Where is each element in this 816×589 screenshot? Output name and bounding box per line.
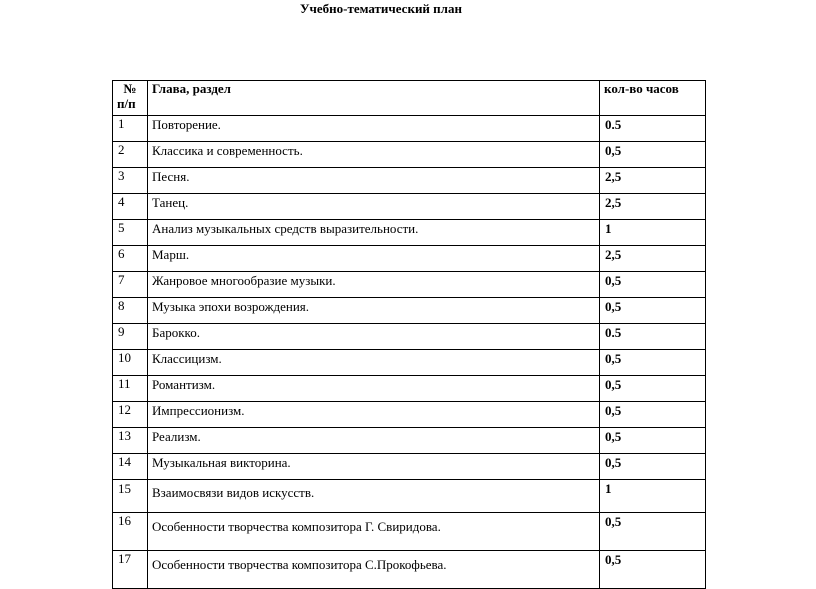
table-row [113,480,706,513]
row-title: Барокко. [148,324,600,350]
row-title: Особенности творчества композитора С.Прокофьева. [148,551,600,589]
row-title: Песня. [148,168,600,194]
column-header-hours: кол-во часов [600,81,706,116]
row-number: 9 [113,324,148,350]
row-number: 11 [113,376,148,402]
row-hours: 0.5 [600,324,706,350]
row-hours: 0,5 [600,402,706,428]
table-row [113,220,706,246]
table-row [113,324,706,350]
row-number: 14 [113,454,148,480]
row-hours: 0,5 [600,376,706,402]
row-hours: 1 [600,220,706,246]
curriculum-table [112,80,706,589]
row-number: 6 [113,246,148,272]
table-row [113,454,706,480]
row-number: 12 [113,402,148,428]
row-number: 7 [113,272,148,298]
table-row [113,246,706,272]
row-hours: 2,5 [600,246,706,272]
row-title: Анализ музыкальных средств выразительности. [148,220,600,246]
row-number: 8 [113,298,148,324]
row-hours: 0,5 [600,350,706,376]
row-number: 5 [113,220,148,246]
row-number: 13 [113,428,148,454]
column-header-number [113,81,148,116]
row-title: Музыкальная викторина. [148,454,600,480]
row-number: 4 [113,194,148,220]
column-header-number-line1: № [123,81,137,96]
row-hours: 0,5 [600,454,706,480]
row-number: 3 [113,168,148,194]
table-body [113,116,706,589]
row-number: 10 [113,350,148,376]
table-row [113,428,706,454]
row-hours: 0,5 [600,513,706,551]
page-title: Учебно-тематический план [300,1,462,16]
row-number: 1 [113,116,148,142]
column-header-number-line2: п/п [117,96,136,111]
row-number: 17 [113,551,148,589]
row-title: Танец. [148,194,600,220]
table-row [113,116,706,142]
row-title: Жанровое многообразие музыки. [148,272,600,298]
row-title: Импрессионизм. [148,402,600,428]
table-row [113,551,706,589]
row-title: Музыка эпохи возрождения. [148,298,600,324]
row-hours: 0.5 [600,116,706,142]
table-row [113,168,706,194]
row-hours: 2,5 [600,168,706,194]
row-title: Романтизм. [148,376,600,402]
row-hours: 0,5 [600,551,706,589]
row-title: Классицизм. [148,350,600,376]
table-row [113,402,706,428]
row-hours: 2,5 [600,194,706,220]
row-title: Классика и современность. [148,142,600,168]
row-hours: 0,5 [600,298,706,324]
row-hours: 0,5 [600,428,706,454]
row-title: Повторение. [148,116,600,142]
table-row [113,513,706,551]
table-row [113,194,706,220]
table-row [113,272,706,298]
table-row [113,298,706,324]
row-hours: 0,5 [600,272,706,298]
row-hours: 0,5 [600,142,706,168]
table-row [113,376,706,402]
row-title: Марш. [148,246,600,272]
row-number: 16 [113,513,148,551]
row-title: Особенности творчества композитора Г. Свиридова. [148,513,600,551]
row-title: Взаимосвязи видов искусств. [148,480,600,513]
row-hours: 1 [600,480,706,513]
table-row [113,142,706,168]
column-header-title: Глава, раздел [148,81,600,116]
row-number: 15 [113,480,148,513]
table-header-row [113,81,706,116]
table-row [113,350,706,376]
row-title: Реализм. [148,428,600,454]
row-number: 2 [113,142,148,168]
